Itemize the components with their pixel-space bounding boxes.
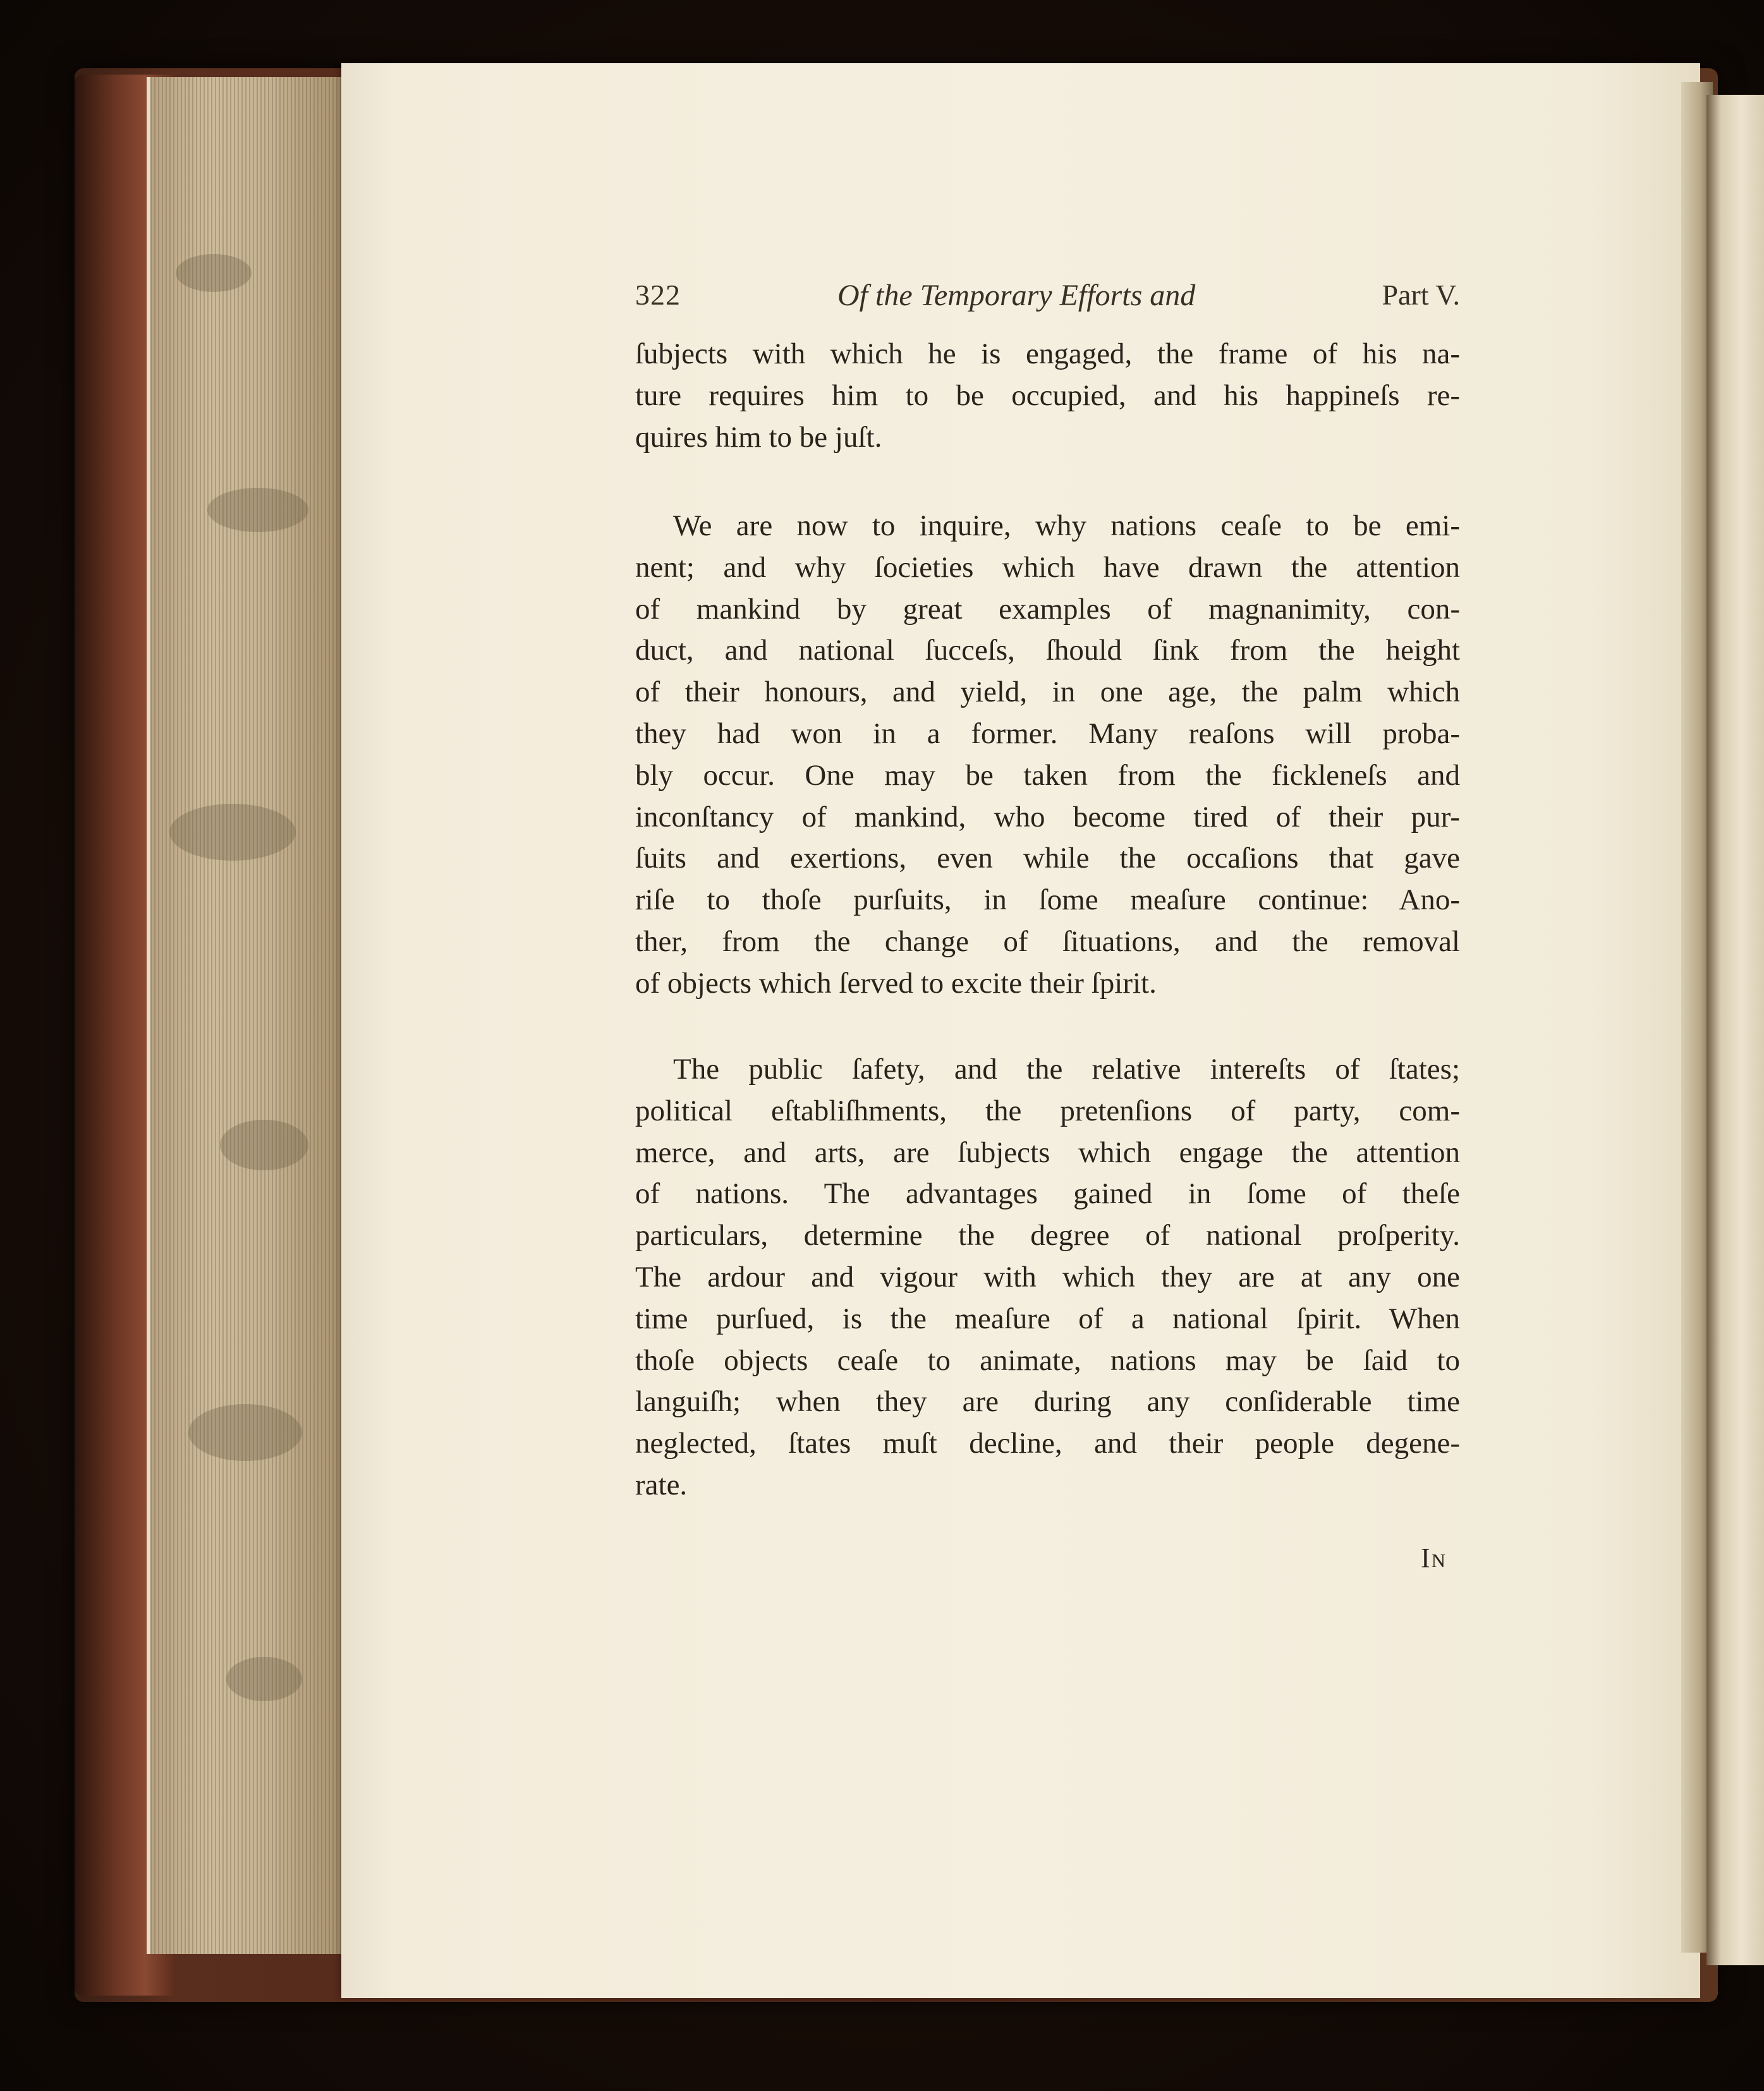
text-line: riſe to thoſe purſuits, in ſome meaſure continue: Ano-	[635, 883, 1460, 917]
edge-stain	[176, 254, 252, 292]
text-line: languiſh; when they are during any conſiderable time	[635, 1385, 1460, 1419]
text-line: of nations. The advantages gained in ſome of theſe	[635, 1177, 1460, 1211]
text-line: bly occur. One may be taken from the fickleneſs and	[635, 758, 1460, 792]
text-line: We are now to inquire, why nations ceaſe to be emi-	[673, 509, 1460, 542]
edge-stain	[207, 488, 308, 532]
text-line: inconſtancy of mankind, who become tired of their pur-	[635, 800, 1460, 833]
text-line: ſuits and exertions, even while the occaſions that gave	[635, 842, 1460, 875]
edge-stain	[220, 1120, 308, 1170]
text-line: merce, and arts, are ſubjects which engage the attention	[635, 1136, 1460, 1169]
page-fore-edge	[147, 77, 346, 1954]
text-line: duct, and national ſucceſs, ſhould ſink from the height	[635, 634, 1460, 667]
text-line: of objects which ſerved to excite their ſpirit.	[635, 966, 1157, 1000]
running-title: Of the Temporary Efforts and	[837, 279, 1196, 312]
text-line: of mankind by great examples of magnanimity, con-	[635, 592, 1460, 626]
text-line: ſubjects with which he is engaged, the frame of his na-	[635, 337, 1460, 370]
part-label: Part V.	[1382, 279, 1460, 311]
text-line: quires him to be juſt.	[635, 420, 882, 454]
text-line: neglected, ſtates muſt decline, and their people degene-	[635, 1427, 1460, 1460]
text-line: political eſtabliſhments, the pretenſions of party, com-	[635, 1094, 1460, 1127]
text-line: rate.	[635, 1468, 688, 1501]
text-line: ther, from the change of ſituations, and the removal	[635, 924, 1460, 958]
text-line: The public ſafety, and the relative intereſts of ſtates;	[673, 1053, 1460, 1086]
text-line: of their honours, and yield, in one age, the palm which	[635, 676, 1460, 709]
text-line: particulars, determine the degree of national proſperity.	[635, 1219, 1460, 1252]
text-line: ture requires him to be occupied, and his happineſs re-	[635, 379, 1460, 412]
paragraph-3	[635, 1049, 1460, 1506]
paragraph-1	[635, 334, 1460, 458]
edge-stain	[226, 1657, 302, 1701]
catchword: In	[1421, 1542, 1447, 1573]
text-line: nent; and why ſocieties which have drawn the attention	[635, 550, 1460, 584]
edge-stain	[188, 1404, 302, 1461]
text-line: The ardour and vigour with which they are at any one	[635, 1260, 1460, 1294]
page-number: 322	[635, 279, 681, 311]
text-line: they had won in a former. Many reaſons will proba-	[635, 717, 1460, 750]
running-header	[635, 272, 1460, 322]
text-line: thoſe objects ceaſe to animate, nations may be ſaid to	[635, 1343, 1460, 1377]
edge-stain	[169, 804, 296, 861]
facing-page-edge	[1706, 95, 1764, 1965]
text-line: time purſued, is the meaſure of a national ſpirit. When	[635, 1302, 1460, 1335]
paragraph-2	[635, 506, 1460, 1005]
